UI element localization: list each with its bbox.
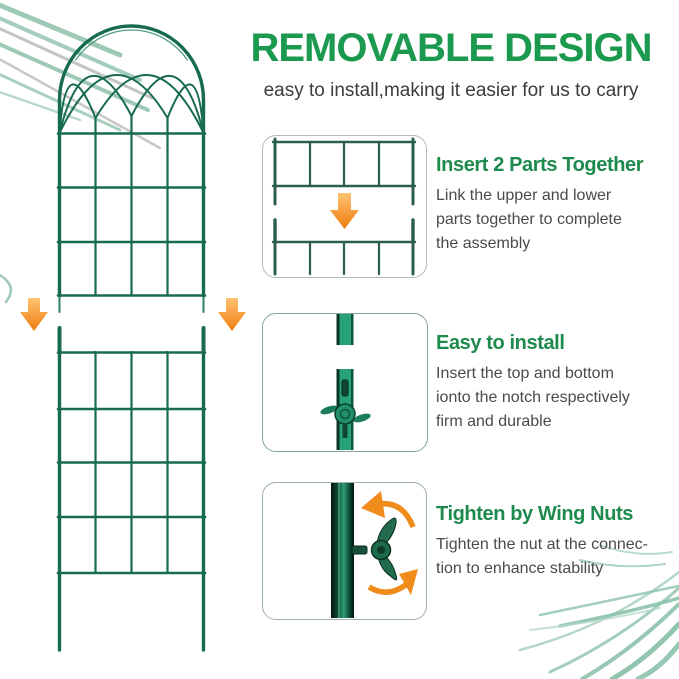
pole — [331, 483, 354, 618]
connector-sockets — [60, 328, 204, 352]
body-line: ionto the notch respectively — [436, 389, 630, 406]
step-1-body — [436, 184, 679, 256]
step-2-body — [436, 362, 679, 434]
pole-connection-illustration — [263, 314, 426, 450]
step-1-copy — [436, 153, 679, 256]
down-arrow-icon-right — [218, 298, 246, 331]
wing-nut — [352, 518, 397, 580]
wing-nut-illustration — [263, 483, 425, 618]
body-line: Insert the top and bottom — [436, 365, 614, 382]
wing-nut — [319, 380, 371, 438]
body-line: Link the upper and lower — [436, 187, 612, 204]
step-2-copy — [436, 331, 679, 434]
down-arrow-icon-left — [20, 298, 48, 331]
insert-parts-illustration — [263, 136, 425, 276]
step-1-heading: Insert 2 Parts Together — [436, 154, 644, 176]
connector-pins — [60, 297, 204, 312]
rotate-arrow-icon-top — [361, 491, 413, 527]
body-line: Tighten the nut at the connec- — [436, 536, 648, 553]
step-1-thumbnail — [262, 135, 427, 278]
body-line: tion to enhance stability — [436, 560, 604, 577]
page-title: REMOVABLE DESIGN — [250, 26, 652, 70]
body-line: the assembly — [436, 235, 531, 252]
step-3-copy — [436, 502, 679, 581]
upper-pole — [337, 314, 354, 345]
step-3-body — [436, 533, 679, 581]
trellis-upper-part — [58, 26, 205, 312]
body-line: firm and durable — [436, 413, 552, 430]
step-3-heading: Tighten by Wing Nuts — [436, 503, 633, 525]
trellis-graphic — [0, 0, 260, 679]
step-2-thumbnail — [262, 313, 428, 452]
trellis-lower-part — [58, 328, 205, 650]
header — [228, 27, 674, 102]
body-line: parts together to complete — [436, 211, 622, 228]
page-subtitle: easy to install,making it easier for us to carry — [263, 80, 639, 101]
step-3-thumbnail — [262, 482, 427, 620]
step-2-heading: Easy to install — [436, 332, 565, 354]
down-arrow-icon — [330, 193, 359, 229]
